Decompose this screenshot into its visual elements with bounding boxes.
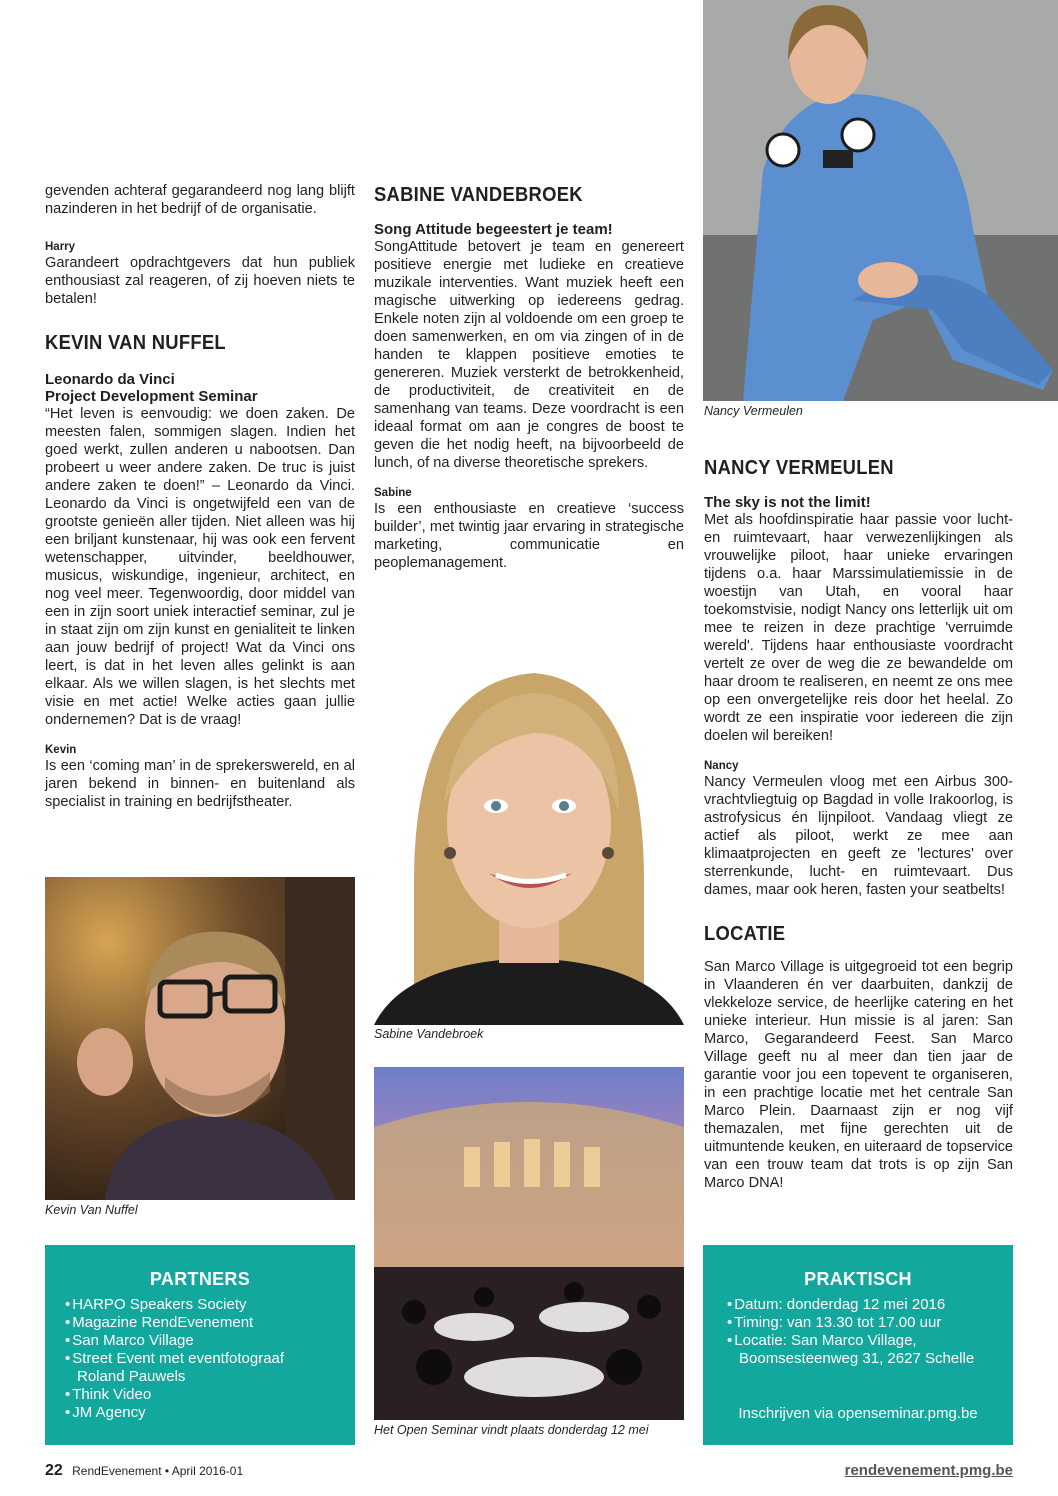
column-left — [45, 182, 355, 811]
sabine-label: Sabine — [374, 487, 412, 499]
partners-box — [45, 1245, 355, 1445]
footer-left — [45, 1462, 243, 1480]
kevin-photo-image — [45, 877, 355, 1200]
page-number: 22 — [45, 1462, 63, 1479]
sabine-text: Is een enthousiaste en creatieve ‘success builder’, met twintig jaar ervaring in strategische marketing, communicatie en peoplemanagement. — [374, 501, 684, 571]
praktisch-list — [727, 1296, 993, 1368]
partner-item: • Street Event met eventfotograaf Roland Pauwels — [65, 1350, 335, 1386]
kevin-label: Kevin — [45, 744, 77, 756]
partner-item: • JM Agency — [65, 1404, 335, 1422]
kevin-heading: KEVIN VAN NUFFEL — [45, 332, 226, 354]
kevin-photo — [45, 877, 355, 1200]
praktisch-title: PRAKTISCH — [804, 1269, 912, 1289]
nancy-label: Nancy — [704, 760, 739, 772]
partner-item: • Magazine RendEvenement — [65, 1314, 335, 1332]
nancy-photo-image — [703, 0, 1058, 401]
sabine-photo — [374, 663, 684, 1025]
kevin-caption: Kevin Van Nuffel — [45, 1203, 138, 1217]
sabine-subheading: Song Attitude begeestert je team! — [374, 221, 613, 238]
praktisch-item: • Datum: donderdag 12 mei 2016 — [727, 1296, 993, 1314]
footer-url[interactable] — [845, 1462, 1013, 1479]
column-right — [704, 457, 1013, 1192]
partner-item: • San Marco Village — [65, 1332, 335, 1350]
harry-text: Garandeert opdrachtgevers dat hun publiek enthousiast zal reageren, of zij hoeven niets te betalen! — [45, 255, 355, 307]
praktisch-item: • Timing: van 13.30 tot 17.00 uur — [727, 1314, 993, 1332]
locatie-body: San Marco Village is uitgegroeid tot een begrip in Vlaanderen én ver daarbuiten, dankzij de vlekkeloze service, de heerlijke catering en het unieke interieur. Hun missie is al jaren: San Marco, Gegarandeerd Feest. San Marco Village geeft nu al meer dan tien jaar de garantie voor jou een topevent te organiseren, in een prachtige locatie met het centrale San Marco Plein. Daarnaast zijn er nog vijf themazalen, met fijne gerechten uit de uitmuntende keuken, en uiteraard de topservice van een trouw team dat trots is op zijn San Marco DNA! — [704, 959, 1013, 1191]
venue-photo — [374, 1067, 684, 1420]
nancy-heading: NANCY VERMEULEN — [704, 457, 894, 479]
register-link[interactable]: Inschrijven via openseminar.pmg.be — [738, 1405, 978, 1422]
sabine-heading: SABINE VANDEBROEK — [374, 184, 583, 206]
partners-title: PARTNERS — [149, 1269, 251, 1289]
partners-list — [65, 1296, 335, 1422]
site-url[interactable]: rendevenement.pmg.be — [844, 1462, 1013, 1479]
sabine-caption: Sabine Vandebroek — [374, 1027, 484, 1041]
nancy-subheading: The sky is not the limit! — [704, 494, 871, 511]
praktisch-item: • Locatie: San Marco Village, Boomsesteenweg 31, 2627 Schelle — [727, 1332, 993, 1368]
sabine-photo-image — [374, 663, 684, 1025]
venue-caption: Het Open Seminar vindt plaats donderdag 12 mei — [374, 1423, 649, 1437]
nancy-caption: Nancy Vermeulen — [704, 404, 803, 418]
kevin-subheading-1: Leonardo da Vinci — [45, 371, 175, 388]
sabine-body: SongAttitude betovert je team en genereert positieve energie met ludieke en creatieve muzikale interventies. Want muziek heeft een magische uitwerking op iedereens gedrag. Enkele noten zijn al voldoende om een groep te doen samenwerken, en om via zingen of in de handen te klappen positieve emoties te genereren. Muziek versterkt de betrokkenheid, de productiviteit, de creativiteit en de samenhang van teams. Deze voordracht is een ideaal format om aan je congres de boost te geven die het nodig heeft, na bijvoorbeeld de lunch, of na diverse theoretische sprekers. — [374, 239, 684, 471]
partner-item: • HARPO Speakers Society — [65, 1296, 335, 1314]
intro-paragraph: gevenden achteraf gegarandeerd nog lang blijft nazinderen in het bedrijf of de organisatie. — [45, 183, 355, 217]
venue-photo-image — [374, 1067, 684, 1420]
harry-label: Harry — [45, 241, 76, 253]
partner-item: • Think Video — [65, 1386, 335, 1404]
publication-label: RendEvenement • April 2016-01 — [72, 1464, 244, 1478]
kevin-body: “Het leven is eenvoudig: we doen zaken. De meesten falen, sommigen slagen. Indien het goed werkt, zullen anderen u nabootsen. Dan probeert u weer andere zaken. De truc is juist andere zaken te doen!” – Leonardo da Vinci. Leonardo da Vinci is ongetwijfeld een van de grootste genieën aller tijden. Niet alleen was hij een briljant kunstenaar, hij was ook een fervent wetenschapper, uitvinder, beeldhouwer, musicus, wiskundige, ingenieur, architect, en nog veel meer. Tegenwoordig, door middel van een in zijn soort uniek interactief seminar, zul je in staat zijn om zijn kunst en genialiteit te linken aan jouw bedrijf of project! Wat da Vinci ons leert, is dat in het leven alles gelinkt is aan elkaar. Als we willen slagen, is het slechts met visie en met actie! Welke acties gaan jullie ondernemen? Dat is de vraag! — [45, 406, 355, 728]
locatie-heading: LOCATIE — [704, 923, 786, 945]
praktisch-box — [703, 1245, 1013, 1445]
column-middle — [374, 184, 684, 572]
kevin-subheading-2: Project Development Seminar — [45, 388, 258, 405]
nancy-photo — [703, 0, 1058, 401]
nancy-body: Met als hoofdinspiratie haar passie voor lucht- en ruimtevaart, haar verwezenlijkingen als vrouwelijke piloot, haar unieke ervaringen tijdens o.a. haar Marssimulatiemissie in de woestijn van Utah, en vooral haar toekomstvisie, nodigt Nancy ons letterlijk uit om mee te reizen in deze prachtige 'verruimde wereld'. Tijdens haar enthousiaste voordracht vertelt ze over de weg die ze bewandelde om haar droom te realiseren, en neemt ze ons mee op een onvergetelijke reis door het heelal. Zo wordt ze een inspiratie voor iedereen die zijn doelen wil bereiken! — [704, 512, 1013, 744]
nancy-text: Nancy Vermeulen vloog met een Airbus 300-vrachtvliegtuig op Bagdad in volle Irakoorlog, is astrofysicus én lijnpiloot. Vandaag vliegt ze actief als piloot, werkt ze mee aan klimaatprojecten en geeft ze 'lectures' over sterrenkunde, lucht- en ruimtevaart. Dus dames, maar ook heren, fasten your seatbelts! — [704, 774, 1013, 898]
kevin-text: Is een ‘coming man’ in de sprekerswereld, en al jaren bekend in binnen- en buitenland als specialist in training en bedrijfstheater. — [45, 758, 355, 810]
